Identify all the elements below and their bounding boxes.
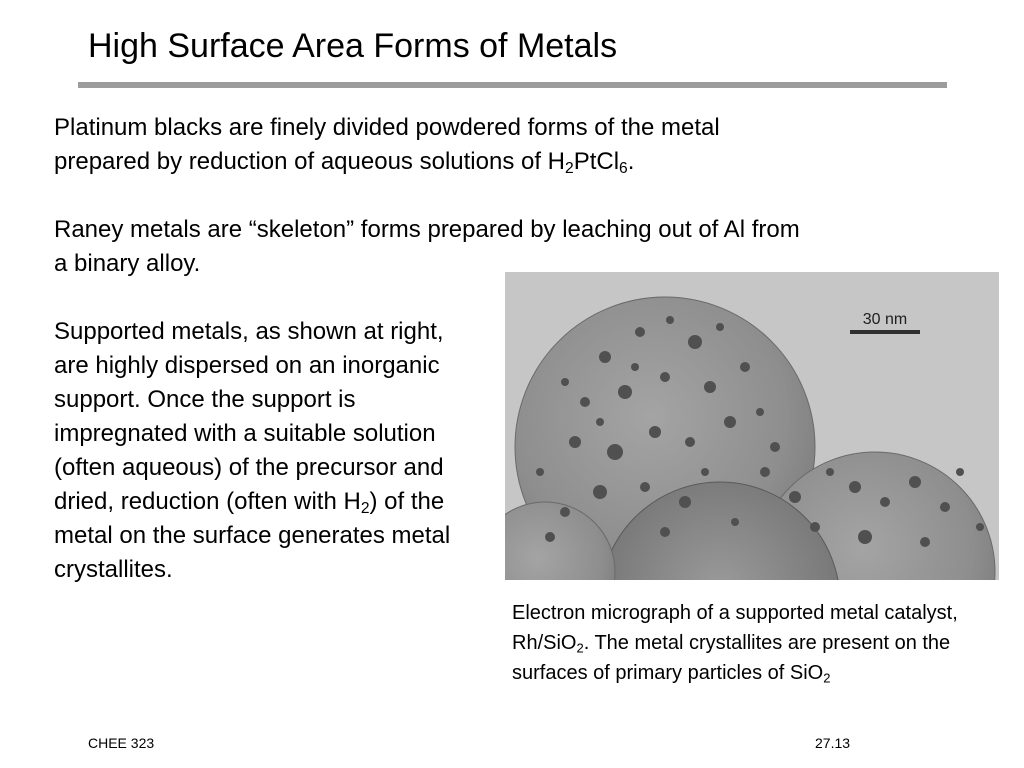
- title-underline: [78, 82, 947, 88]
- caption-subscript-2: 2: [823, 670, 831, 686]
- caption-part2: . The metal crystallites are present on the surfaces of primary particles of SiO: [512, 632, 951, 684]
- electron-micrograph: [505, 272, 999, 580]
- para1-period: .: [627, 148, 635, 175]
- para1-subscript-cl: 6: [619, 159, 628, 177]
- para1-line1: Platinum blacks are finely divided powdered forms of the metal: [54, 114, 720, 141]
- scale-bar-label: 30 nm: [862, 311, 908, 328]
- para1-ptcl: PtCl: [573, 148, 620, 175]
- para3-text-before: Supported metals, as shown at right, are highly dispersed on an inorganic support. Once the support is impregnated with a suitable solution (often aqueous) of the precursor and dried, reduction (often with H: [54, 318, 444, 515]
- supported-metals-paragraph: [54, 315, 484, 587]
- caption-part1: Electron micrograph of a supported metal catalyst, Rh/SiO: [512, 602, 958, 654]
- footer-course: CHEE 323: [88, 735, 155, 751]
- slide-title: High Surface Area Forms of Metals: [88, 27, 618, 65]
- para3-subscript: 2: [360, 499, 370, 517]
- micrograph-image: [505, 272, 999, 580]
- para2-line2: a binary alloy.: [54, 250, 201, 277]
- raney-metals-paragraph: [54, 213, 954, 281]
- platinum-blacks-paragraph: [54, 111, 954, 179]
- micrograph-caption: [512, 598, 992, 688]
- para1-subscript-h: 2: [565, 159, 574, 177]
- para1-line2: prepared by reduction of aqueous solutions of H: [54, 148, 565, 175]
- para2-line1: Raney metals are “skeleton” forms prepared by leaching out of Al from: [54, 216, 800, 243]
- para3-text-after: ) of the metal on the surface generates metal crystallites.: [54, 488, 451, 583]
- caption-subscript-1: 2: [576, 640, 584, 656]
- footer-page-number: 27.13: [815, 735, 851, 751]
